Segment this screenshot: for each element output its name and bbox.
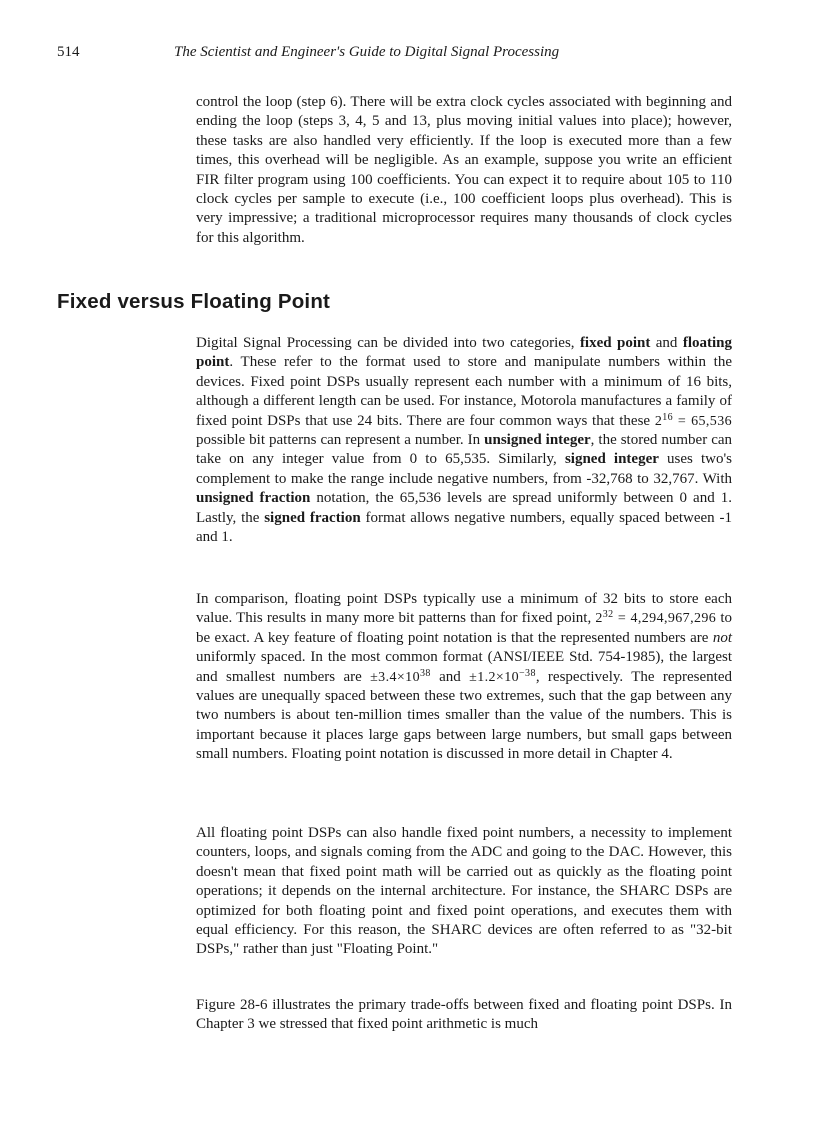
paragraph-3-text: All floating point DSPs can also handle fixed point numbers, a necessity to implement counters, loops, and signals coming from the ADC and going to the DAC. However, this doesn't mean that fixed point math will be carried out as quickly as the floating point operations; it depends on the internal architecture. For instance, the SHARC DSPs are optimized for both floating point and fixed point operations, and executes them with equal efficiency. For this reason, the SHARC devices are often referred to as "32-bit DSPs," rather than just "Floating Point." (196, 825, 732, 958)
power-base: 2 (654, 413, 663, 429)
text-run: notation, the 65,536 levels are spread uniformly between 0 and 1. Lastly, the (196, 490, 732, 526)
text-run: format allows negative numbers, equally spaced between -1 and 1. (196, 509, 732, 546)
text-run: uniformly spaced. In the most common format (ANSI/IEEE Std. 754-1985), the largest and smallest numbers are (196, 649, 732, 685)
power-expression (654, 411, 732, 429)
emphasis-not: not (712, 629, 732, 646)
text-run: Digital Signal Processing can be divided into two categories, (196, 335, 580, 351)
text-run: and (430, 668, 470, 685)
smallest-mantissa: ±1.2×10 (469, 669, 519, 685)
paragraph-2-text (196, 590, 732, 765)
term-signed-integer: signed integer (564, 451, 659, 468)
term-unsigned-integer: unsigned integer (484, 432, 591, 449)
smallest-number-expression (469, 667, 536, 685)
term-unsigned-fraction: unsigned fraction (196, 490, 311, 507)
text-run: possible bit patterns can represent a number. In (196, 432, 485, 449)
text-run: . These refer to the format used to store and manipulate numbers within the devices. Fixed point DSPs usually represent each number with a minimum of 16 bits, although a different length can be used. For instance, Motorola manufactures a family of fixed point DSPs that use 24 bits. There are four common ways that these (196, 354, 732, 429)
text-run: uses two's complement to make the range include negative numbers, from -32,768 to 32,767. With (196, 451, 733, 487)
text-run: to be exact. A key feature of floating point notation is that the represented numbers are (196, 610, 732, 646)
intro-paragraph-text: control the loop (step 6). There will be extra clock cycles associated with beginning and ending the loop (steps 3, 4, 5 and 13, plus moving initial values into place); however, these tasks are also handled very efficiently. If the loop is executed more than a few times, this overhead will be negligible. As an example, suppose you write an efficient FIR filter program using 100 coefficients. You can expect it to require about 105 to 110 clock cycles per sample to execute (i.e., 100 coefficient loops plus overhead). This is very impressive; a traditional microprocessor requires many thousands of clock cycles for this algorithm. (196, 94, 732, 246)
power-base: 2 (595, 611, 603, 627)
term-floating-point: floating point (196, 335, 732, 371)
text-run: , the stored number can take on any integer value from 0 to 65,535. Similarly, (196, 432, 733, 468)
largest-number-expression (370, 667, 431, 685)
text-run: , respectively. The represented values are unequally spaced between these two extremes, such that the gap between any two numbers is about ten-million times smaller than the value of the numbers. This is important because it places large gaps between large numbers, but small gaps between small numbers. Floating point notation is discussed in more detail in Chapter 4. (196, 668, 732, 763)
text-run: In comparison, floating point DSPs typically use a minimum of 32 bits to store each value. This results in many more bit patterns than for fixed point, (196, 591, 732, 627)
power-exponent: 32 (602, 609, 614, 621)
smallest-exponent: −38 (519, 667, 536, 679)
running-title: The Scientist and Engineer's Guide to Digital Signal Processing (174, 44, 560, 60)
paragraph-4-text: Figure 28-6 illustrates the primary trade-offs between fixed and floating point DSPs. In Chapter 3 we stressed that fixed point arithmetic is much (196, 997, 732, 1033)
intro-paragraph (196, 93, 732, 248)
term-fixed-point: fixed point (579, 335, 651, 351)
paragraph-floating-point (196, 590, 732, 765)
largest-mantissa: ±3.4×10 (370, 669, 420, 685)
power-expression (595, 611, 716, 626)
paragraph-fixed-point-formats (196, 334, 732, 547)
power-value: = 4,294,967,296 (613, 611, 717, 627)
paragraph-1-text (196, 334, 732, 547)
section-heading: Fixed versus Floating Point (57, 290, 331, 313)
paragraph-tradeoffs (196, 996, 732, 1035)
paragraph-fixed-in-floating (196, 824, 732, 960)
largest-exponent: 38 (419, 667, 431, 679)
text-run: and (650, 335, 683, 351)
power-exponent: 16 (662, 411, 674, 423)
page-number: 514 (57, 44, 80, 60)
term-signed-fraction: signed fraction (264, 509, 361, 526)
power-value: = 65,536 (673, 413, 732, 429)
